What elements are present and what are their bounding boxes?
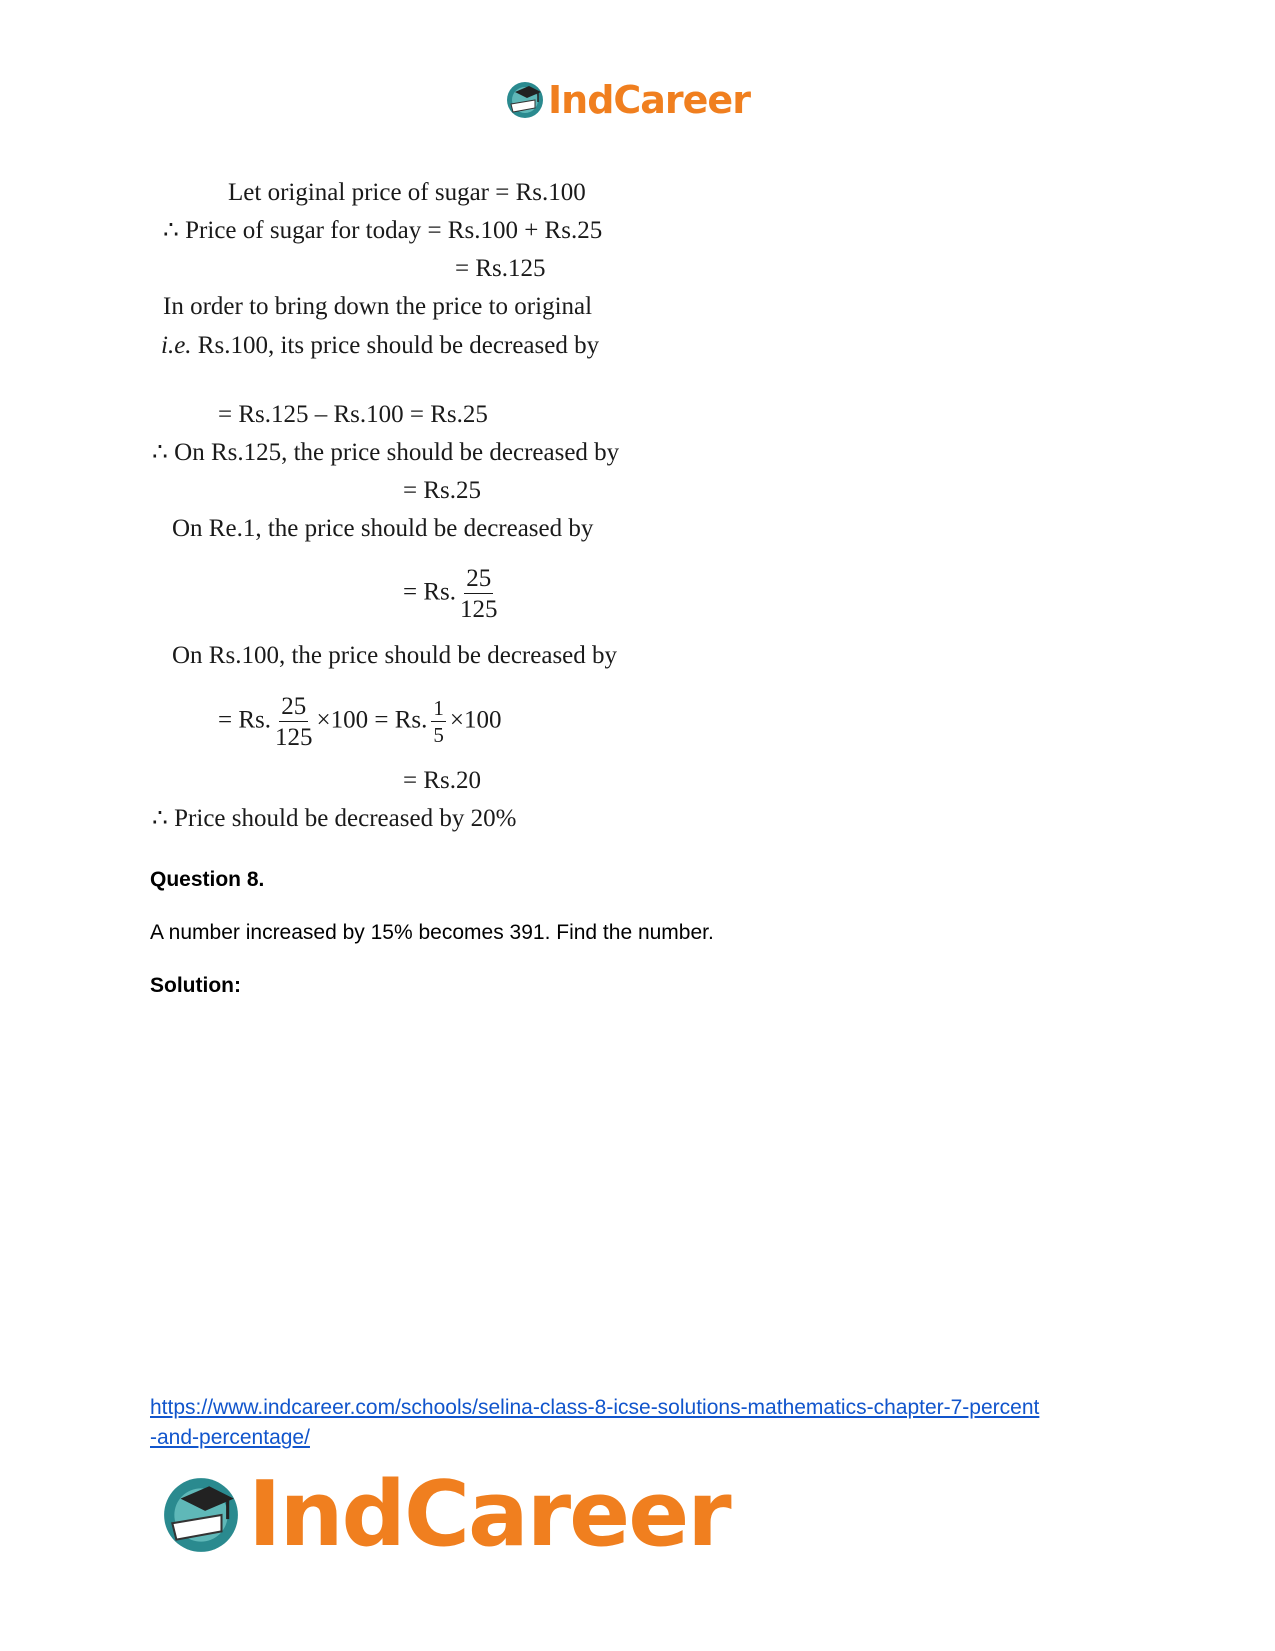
denominator: 5 bbox=[433, 723, 444, 747]
step-line: = Rs.20 bbox=[403, 767, 482, 794]
step-line: ∴ Price should be decreased by 20% bbox=[152, 805, 517, 832]
numerator: 1 bbox=[433, 696, 444, 720]
fraction bbox=[460, 566, 498, 622]
logo-wordmark: IndCareer bbox=[248, 1462, 730, 1567]
source-link-line1[interactable]: https://www.indcareer.com/schools/selina-class-8-icse-solutions-mathematics-chapter-7-percent bbox=[150, 1396, 1040, 1419]
ie-abbrev: i.e. bbox=[161, 332, 192, 359]
fraction bbox=[431, 698, 446, 746]
fraction-line bbox=[403, 566, 502, 622]
step-line: = Rs.125 – Rs.100 = Rs.25 bbox=[218, 401, 488, 428]
logo-wordmark: IndCareer bbox=[548, 78, 750, 122]
denominator: 125 bbox=[460, 596, 498, 623]
step-line: In order to bring down the price to original bbox=[163, 293, 593, 320]
fraction bbox=[275, 694, 313, 750]
source-link-line2[interactable]: -and-percentage/ bbox=[150, 1426, 310, 1449]
step-text: Rs.100, its price should be decreased by bbox=[191, 332, 600, 359]
step-line: On Rs.100, the price should be decreased by bbox=[172, 642, 618, 669]
step-line: = Rs.125 bbox=[455, 255, 546, 282]
graduation-globe-icon bbox=[505, 80, 545, 120]
footer-logo bbox=[160, 1462, 730, 1567]
step-text: = Rs. bbox=[218, 706, 272, 734]
step-text: ×100 = Rs. bbox=[316, 706, 428, 734]
question-title: Question 8. bbox=[150, 868, 265, 891]
header-logo bbox=[505, 80, 750, 120]
step-text: ×100 bbox=[449, 706, 502, 734]
numerator: 25 bbox=[281, 693, 307, 720]
step-line: Let original price of sugar = Rs.100 bbox=[228, 179, 586, 206]
step-line: ∴ Price of sugar for today = Rs.100 + Rs.25 bbox=[163, 217, 603, 244]
step-line: On Re.1, the price should be decreased by bbox=[172, 515, 594, 542]
fraction-line bbox=[218, 694, 501, 750]
step-line bbox=[161, 333, 599, 358]
step-line: ∴ On Rs.125, the price should be decreased by bbox=[152, 439, 620, 466]
graduation-globe-icon bbox=[160, 1474, 242, 1556]
question-text: A number increased by 15% becomes 391. Find the number. bbox=[150, 921, 714, 944]
source-link[interactable] bbox=[150, 1393, 1039, 1453]
step-line: = Rs.25 bbox=[403, 477, 482, 504]
solution-label: Solution: bbox=[150, 974, 241, 997]
numerator: 25 bbox=[466, 565, 492, 592]
step-text: = Rs. bbox=[403, 578, 457, 606]
denominator: 125 bbox=[275, 724, 313, 751]
